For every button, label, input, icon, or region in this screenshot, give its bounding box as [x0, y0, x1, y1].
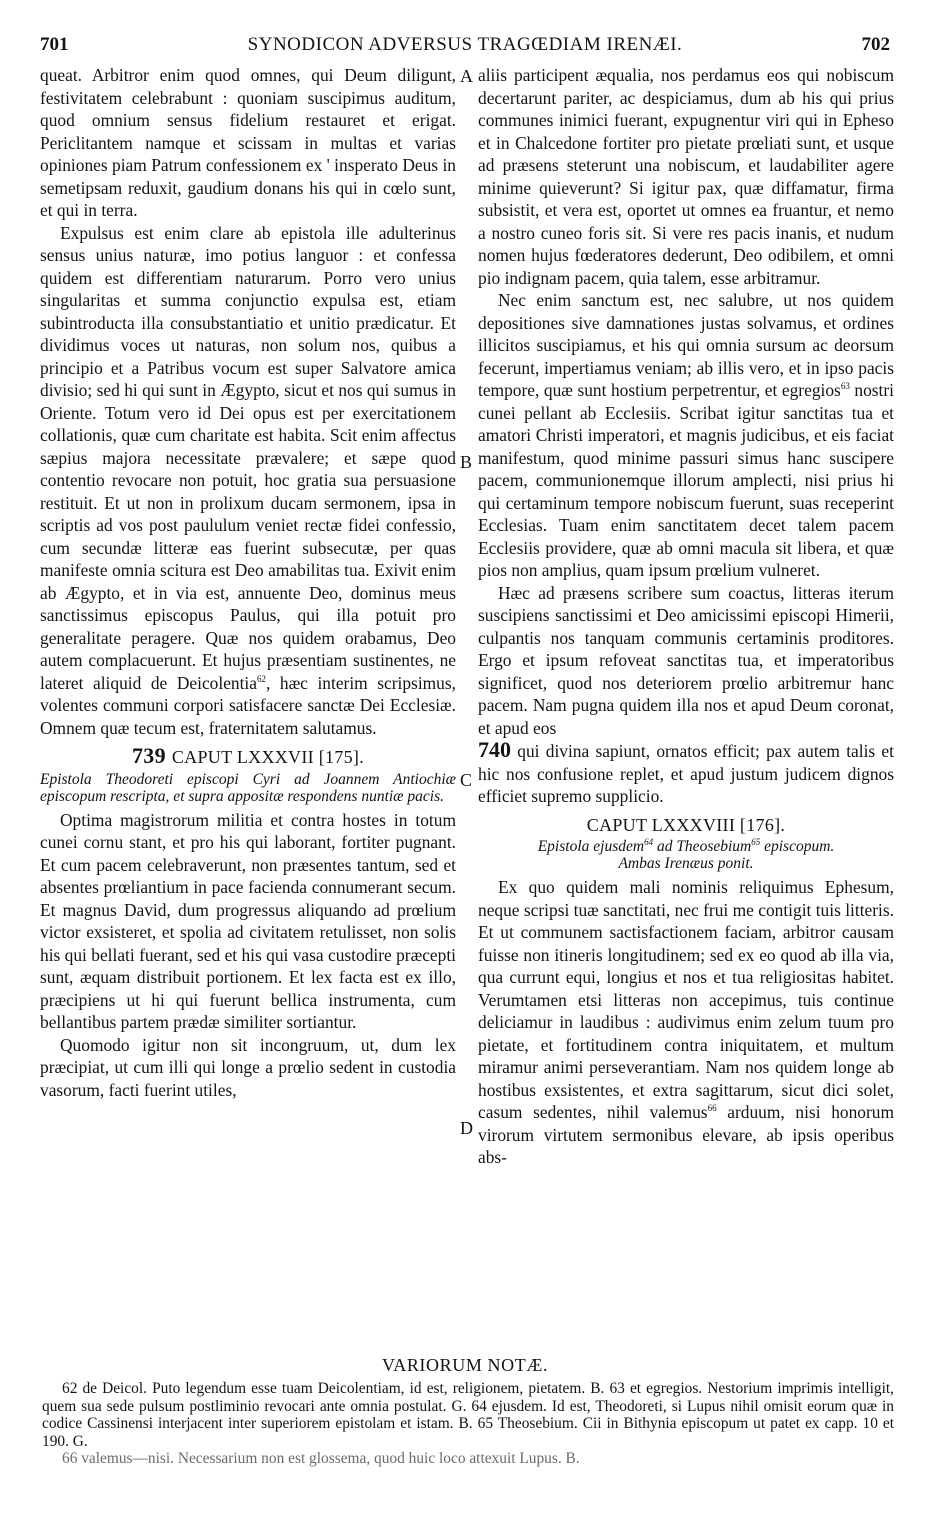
- column-number-740: 740: [478, 737, 511, 762]
- left-page-number: 701: [40, 34, 69, 55]
- note-ref-62: 62: [256, 673, 266, 684]
- variorum-notes: [42, 1380, 894, 1468]
- chapter-heading-88: CAPUT LXXXVIII [176].: [586, 814, 786, 835]
- chapter-heading-87: [40, 745, 456, 769]
- right-paragraph-4: Ex quo quidem mali nominis reliquimus Ephesum, neque scripsi tuæ sanctitati, nec frui me contigit tuis litteris. Et ut communem sactisfactionem faciam, arbitror causam fuisse non itineris longitudinem; sed ex eo quod ab illa via, qua currunt equi, longius et nos et tua religiositas habitet. Verumtamen etsi litteras non accepimus, tuis continue deliciamur in laudibus : audivimus enim zelum tuum pro pietate, et fortitudinem contra iniquitatem, et multum miramur animi perseverantiam. Nam nos quidem longe ab hostibus exsistentes, et extra sagittarum, sicut dici solet, casum sedentes, nihil valemus$^{66}$ arduum, nisi honorum virorum virtutem sermonibus elevare, ab ipsis operibus abs-: [478, 877, 895, 1167]
- note-ref-63: 63: [840, 381, 850, 392]
- note-block-2: 66 valemus—nisi. Necessarium non est glossema, quod huic loco attexuit Lupus. B.: [62, 1450, 580, 1468]
- left-column: [40, 64, 456, 1101]
- note-ref-65: 65: [751, 836, 761, 847]
- note-block-1: 62 de Deicol. Puto legendum esse tuam Deicolentiam, id est, religionem, pietatem. B. 63 et egregios. Nestorium imprimis intelligit, quem sua sede pulsum postliminio revocari ante omnia postulat. G. 64 ejusdem. Id est, Theodoreti, si Lupus nihil omisit eorum quæ in codice Cassinensi interjacent inter superiorem epistolam et istam. B. 65 Theosebium. Cii in Bithynia episcopum ut patet ex capp. 10 et 190. G.: [42, 1380, 894, 1450]
- note-ref-64: 64: [644, 836, 654, 847]
- right-paragraph-3: Hæc ad præsens scribere sum coactus, litteras iterum suscipiens sanctissimi et Deo amicissimi episcopi Himerii, culpantis nos tanquam communis certaminis proditores. Ergo et ipsum refoveat sanctitas tua, et imperatoribus significet, quod nos deteriorem prœlio arbitremur hanc pacem. Nam pugna quidem illa nos et apud Deum coronat, et apud eos 740 qui divina sapiunt, ornatos efficit; pax autem talis et hic nos confusione replet, et apud justum judicem dignos efficiet supremo supplicio.: [478, 582, 894, 806]
- margin-letter-d: D: [460, 1118, 473, 1138]
- right-page-number: 702: [861, 34, 890, 55]
- left-paragraph-3: Optima magistrorum militia et contra hostes in totum cunei cornu stant, et pro his qui laborant, fortiter pugnant. Et cum pacem celebraverunt, non præsentes tantum, sed et absentes prœliantium in pace facienda connumerant secum. Et magnus David, dum progressus aliquando ad prœlium victor exsisteret, et spolia ad civitatem retulisset, non solis his qui bellati fuerant, sed et his qui vasa custodire præcepti sunt, æquam distribuit portionem. Et lex facta est ex illo, præcipiens ut hi qui fuerunt bellica instrumenta, cum bellantibus partem prædæ similiter sortiantur.: [40, 809, 456, 1032]
- right-paragraph-2: Nec enim sanctum est, nec salubre, ut nos quidem depositiones sive damnationes justas solvamus, et ordines illicitos suscipiamus, et his qui omnia sursum ac deorsum fecerunt, impertiamus veniam; ab illis vero, et in ipso pacis tempore, quæ sunt hostium perpetrentur, et egregios$^{63}$ nostri cunei pellant ab Ecclesiis. Scribat igitur sanctitas tua et amatori Christi imperatori, et magnis judicibus, et eis faciat manifestum, quod minime passuri simus hanc suscipere pacem, communionemque illorum amplecti, nisi prius hi qui certaminum tempore nobiscum fuerunt, suas receperint Ecclesias. Tuam enim sanctitatem decet talem pacem Ecclesiis providere, quæ ab omni macula sit libera, et quæ pios non amplius, quam ipsum prœlium vulneret.: [478, 290, 894, 580]
- left-paragraph-1: queat. Arbitror enim quod omnes, qui Deum diligunt, festivitatem celebrabunt : quoniam suscipimus auditum, quod omnium sensus fidelium restauret et erigat. Periclitantem namque et scissam in multas et varias opiniones piam Patrum confessionem ex ' insperato Deus in semetipsam reduxit, gaudium donans his qui in cœlo sunt, et qui in terra.: [40, 65, 456, 220]
- chapter-title-87: CAPUT LXXXVII [175].: [171, 747, 365, 767]
- right-column: [478, 64, 894, 1169]
- margin-letter-a: A: [460, 66, 473, 86]
- running-title: SYNODICON ADVERSUS TRAGŒDIAM IRENÆI.: [247, 34, 683, 55]
- chapter-subtitle-88: Epistola ejusdem$^{64}$ ad Theosebium$^{65}$ episcopum. Ambas Irenæus ponit.: [537, 836, 835, 872]
- left-paragraph-2: Expulsus est enim clare ab epistola ille adulterinus sensus unius naturæ, imo potius languor : et confessa quidem est differentiam naturarum. Porro vero unius singularitas et summa conjunctio expulsa est, etiam subintroducta illa consubstantiatio et unitio prædicatur. Et dividimus voces ut naturas, non solum nos, quibus a principio et a Patribus vocum est super Salvatore amica divisio; sed hi qui sunt in Ægypto, sicut et nos qui sumus in Oriente. Totum vero id Dei opus est per exercitationem collationis, quæ cum charitate est habita. Scit enim affectus sæpius majora necessitate prævalere; et sæpe quod contentio revocare non potuit, hoc gratia sua persuasione restituit. Et ut non in prolixum ducam sermonem, ipsa in scriptis ad vos post paululum veniet rectæ fidei confessio, cum secundæ litteræ eas fuerint subsecutæ, per quas manifeste omnia scitura est Deo amabilitas tua. Exivit enim ab Ægypto, et in via est, annuente Deo, dominus meus sanctissimus episcopus Paulus, qui illa potuit pro generalitate peragere. Quæ nos quidem orabamus, Deo autem complacuerunt. Et hujus præsentiam sustinentes, ne lateret aliquid de Deicolentia$^{62}$, hæc interim scripsimus, volentes communi corpori satisfacere sanctæ Dei Ecclesiæ. Omnem quæ tecum est, fraternitatem salutamus.: [40, 222, 456, 738]
- notes-heading: VARIORUM NOTÆ.: [381, 1355, 549, 1375]
- running-header: [40, 34, 890, 64]
- column-number-739: 739: [131, 743, 166, 768]
- chapter-subtitle-87: Epistola Theodoreti episcopi Cyri ad Joannem Antiochiæ episcopum rescripta, et supra appositæ respondens nuntiæ pacis.: [40, 770, 456, 805]
- left-paragraph-4: Quomodo igitur non sit incongruum, ut, dum lex præcipiat, ut cum illi qui longe a prœlio sedent in custodia vasorum, facti fuerint utiles,: [40, 1034, 456, 1100]
- margin-letter-c: C: [460, 770, 473, 790]
- margin-letter-b: B: [460, 452, 473, 472]
- note-ref-66: 66: [707, 1103, 717, 1114]
- right-paragraph-1: aliis participent æqualia, nos perdamus eos qui nobiscum decertarunt pariter, ac despiciamus, dum ab his qui prius communes inimici fuerant, expugnentur viri qui in Epheso et in Chalcedone fortiter pro pietate prœliati sunt, et usque ad præsens steterunt una nobiscum, et laudabiliter agere minime quieverunt? Si igitur pax, quæ diffamatur, firma subsistit, et vera est, oportet ut omnes ea fruantur, et nemo a nostro cuneo foris sit. Si vere res pacis inanis, et nudum nomen hujus fœderatores dederunt, Deo odibilem, et omni pio indignam pacem, quia talem, esse arbitramur.: [478, 65, 894, 288]
